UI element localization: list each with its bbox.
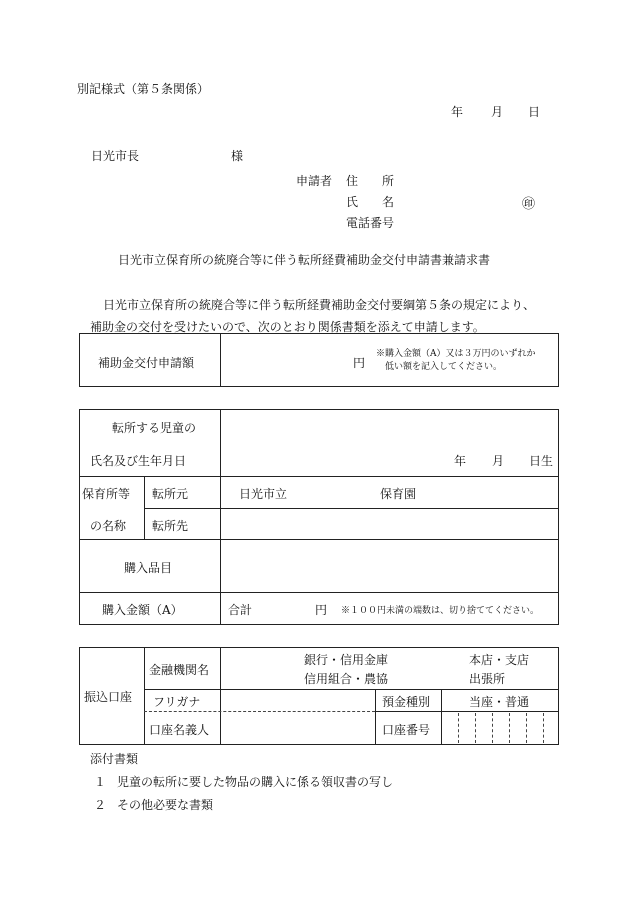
application-amount-unit: 円 <box>353 356 366 370</box>
deposit-types: 当座・普通 <box>469 695 530 709</box>
bank-types-line-2: 信用組合・農協 <box>304 672 389 686</box>
addressee-honorific: 様 <box>231 149 244 163</box>
body-line-1: 日光市立保育所の統廃合等に伴う転所経費補助金交付要綱第５条の規定により、 <box>103 298 536 312</box>
to-facility-label: 転所先 <box>152 519 189 533</box>
birth-year-label: 年 <box>454 454 467 468</box>
body-line-2: 補助金の交付を受けたいので、次のとおり関係書類を添えて申請します。 <box>90 320 485 334</box>
purchase-amount-label: 購入金額（A） <box>102 603 183 617</box>
total-unit: 円 <box>315 603 328 617</box>
child-label-line-1: 転所する児童の <box>112 421 197 435</box>
from-facility-prefix: 日光市立 <box>239 487 288 501</box>
application-amount-label: 補助金交付申請額 <box>98 356 195 370</box>
from-facility-label: 転所元 <box>152 487 189 501</box>
branch-types-line-2: 出張所 <box>469 672 506 686</box>
attachments-heading: 添付書類 <box>90 752 139 766</box>
document-title: 日光市立保育所の統廃合等に伴う転所経費補助金交付申請書兼請求書 <box>118 253 491 267</box>
form-label: 別記様式（第５条関係） <box>77 82 210 96</box>
seal-mark: ㊞ <box>522 197 536 212</box>
facility-label-line-2: の名称 <box>90 519 127 533</box>
bank-name-label: 金融機関名 <box>149 663 210 677</box>
branch-types-line-1: 本店・支店 <box>469 653 530 667</box>
birth-day-label: 日生 <box>529 454 554 468</box>
transfer-account-label: 振込口座 <box>84 690 133 704</box>
addressee-name: 日光市長 <box>91 149 140 163</box>
application-amount-note-2: 低い額を記入してください。 <box>385 362 503 372</box>
furigana-label: フリガナ <box>153 695 201 709</box>
facility-label-line-1: 保育所等 <box>82 487 131 501</box>
account-holder-label: 口座名義人 <box>149 723 210 737</box>
date-year-label: 年 <box>451 105 464 119</box>
bank-types-line-1: 銀行・信用金庫 <box>304 653 389 667</box>
total-note: ※１００円未満の端数は、切り捨ててください。 <box>341 606 540 616</box>
deposit-type-label: 預金種別 <box>382 695 431 709</box>
attachment-2-number: ２ <box>94 798 107 812</box>
total-label: 合計 <box>228 603 253 617</box>
child-label-line-2: 氏名及び生年月日 <box>90 454 187 468</box>
date-month-label: 月 <box>491 105 504 119</box>
date-day-label: 日 <box>528 105 541 119</box>
birth-month-label: 月 <box>492 454 505 468</box>
applicant-address-label: 住 所 <box>346 174 395 188</box>
attachment-2-text: その他必要な書類 <box>117 798 214 812</box>
items-label: 購入品目 <box>124 561 173 575</box>
attachment-1-number: １ <box>94 775 107 789</box>
application-amount-note-1: ※購入金額（A）又は３万円のいずれか <box>376 349 536 359</box>
applicant-role: 申請者 <box>296 174 333 188</box>
applicant-name-label: 氏 名 <box>346 195 395 209</box>
account-number-label: 口座番号 <box>382 723 431 737</box>
from-facility-suffix: 保育園 <box>380 487 417 501</box>
attachment-1-text: 児童の転所に要した物品の購入に係る領収書の写し <box>117 775 394 789</box>
applicant-phone-label: 電話番号 <box>346 216 395 230</box>
